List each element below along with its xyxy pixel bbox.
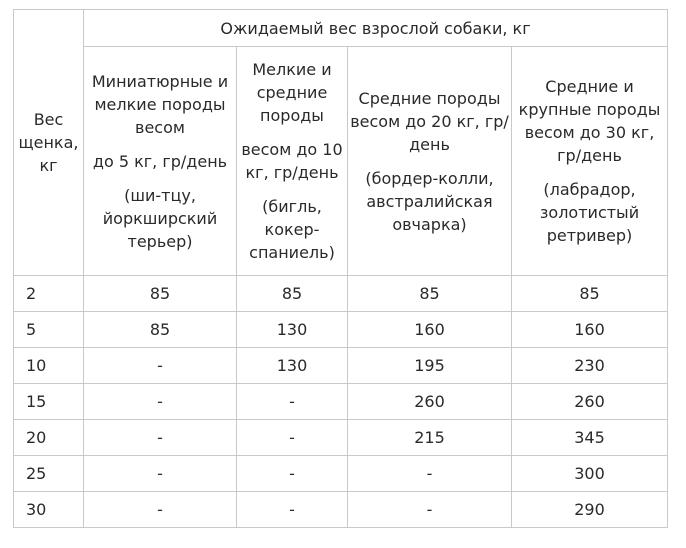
table-cell: - [84,492,237,528]
header-line: гр/день [557,146,622,165]
header-line: Миниатюрные и [91,71,229,91]
table-cell: 260 [512,384,668,420]
adult-weight-header: Ожидаемый вес взрослой собаки, кг [84,10,668,47]
table-cell: 195 [348,348,512,384]
puppy-weight-cell: 2 [14,276,84,312]
table-row [14,420,668,456]
header-line: (бордер-колли, [365,168,494,188]
table-cell: 85 [237,276,348,312]
table-cell: 85 [348,276,512,312]
table-row [14,312,668,348]
table-cell: - [348,456,512,492]
table-cell: 130 [237,312,348,348]
puppy-weight-cell: 25 [14,456,84,492]
table-cell: - [84,384,237,420]
column-header-medium [348,47,512,276]
table-cell: 130 [237,348,348,384]
header-line: спаниель) [249,243,335,262]
table-cell: 160 [348,312,512,348]
table-cell: 260 [348,384,512,420]
header-line: день [409,134,450,154]
table-row [14,456,668,492]
row-header-line: кг [39,156,58,175]
puppy-weight-cell: 30 [14,492,84,528]
table-cell: 345 [512,420,668,456]
table-cell: 230 [512,348,668,384]
table-row [14,492,668,528]
header-line: Средние и [545,77,634,96]
header-line: до 5 кг, гр/день [92,151,228,171]
header-line: крупные породы [518,100,661,119]
header-line: весом до 20 кг, гр/ [350,111,509,131]
header-line: ретривер) [546,226,633,245]
table-cell: - [84,456,237,492]
puppy-weight-header [14,10,84,276]
puppy-weight-cell: 15 [14,384,84,420]
table-cell: - [348,492,512,528]
header-line: овчарка) [392,214,467,234]
header-line: весом до 10 [241,140,343,159]
header-line: (лабрадор, [543,180,636,199]
table-cell: 215 [348,420,512,456]
column-header-medium-large [512,47,668,276]
table-cell: - [237,456,348,492]
header-line: породы [260,106,324,125]
header-line: весом [135,117,185,137]
table-cell: 290 [512,492,668,528]
table-cell: 85 [84,312,237,348]
puppy-weight-cell: 20 [14,420,84,456]
header-line: мелкие породы [94,94,226,114]
header-line: Средние породы [358,88,501,108]
header-line: весом до 30 кг, [524,123,655,142]
header-line: кокер- [264,220,320,239]
header-line: австралийская [366,191,493,211]
table-cell: 85 [84,276,237,312]
header-line: (ши-тцу, [124,185,196,205]
table-row [14,276,668,312]
header-line: йоркширский [102,208,218,228]
puppy-weight-cell: 10 [14,348,84,384]
table-cell: 160 [512,312,668,348]
table-cell: 300 [512,456,668,492]
header-line: (бигль, [262,197,322,216]
table-cell: 85 [512,276,668,312]
puppy-weight-cell: 5 [14,312,84,348]
header-line: терьер) [127,231,193,251]
table-cell: - [237,420,348,456]
column-header-small-medium [237,47,348,276]
header-line: средние [256,83,328,102]
table-cell: - [84,348,237,384]
header-line: кг, гр/день [245,163,339,182]
header-line: Мелкие и [252,60,332,79]
table-row [14,384,668,420]
table-cell: - [84,420,237,456]
row-header-line: Вес [33,110,64,129]
column-header-mini-small [84,47,237,276]
table-cell: - [237,384,348,420]
table-row [14,348,668,384]
row-header-line: щенка, [18,133,79,152]
table-cell: - [237,492,348,528]
feeding-table [13,9,668,528]
header-line: золотистый [539,203,640,222]
